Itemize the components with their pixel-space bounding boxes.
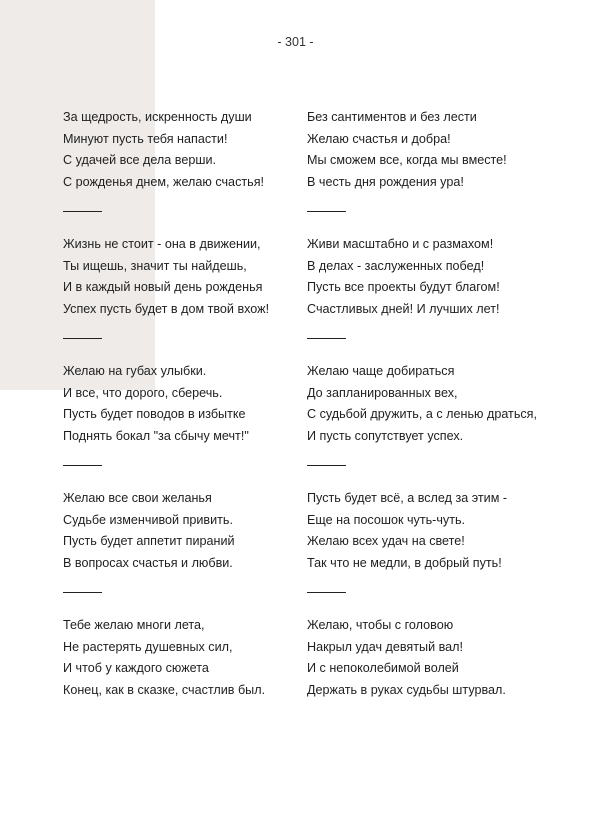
poem-line: И с непоколебимой волей [307,661,459,676]
stanza [307,488,557,615]
poem-line: Успех пусть будет в дом твой вхож! [63,301,270,316]
stanza [63,488,313,615]
stanza [307,107,557,234]
poem-line: И все, что дорого, сберечь. [63,385,223,400]
poem-line: В вопросах счастья и любви. [63,555,233,570]
stanza-separator [63,338,102,339]
poem-line: Еще на посошок чуть-чуть. [307,512,466,527]
poem-line: Так что не медли, в добрый путь! [307,555,502,570]
poem-line: В делах - заслуженных побед! [307,258,485,273]
poem-line: Жизнь не стоит - она в движении, [63,237,261,251]
stanza [63,107,313,234]
poem-line: Не растерять душевных сил, [63,639,233,654]
poem-line: Накрыл удач девятый вал! [307,639,464,654]
stanza [307,361,557,488]
page-number: - 301 - [277,35,314,49]
poem-line: Пусть будет аппетит пираний [63,534,235,549]
poem-line: В честь дня рождения ура! [307,174,464,189]
stanza-separator [307,338,346,339]
stanza [63,615,313,742]
poem-line: До запланированных вех, [307,385,458,400]
stanza [307,234,557,361]
stanza-separator [63,465,102,466]
poem-line: Живи масштабно и с размахом! [307,237,494,251]
poem-line: И в каждый новый день рожденья [63,280,263,295]
poem-line: За щедрость, искренность души [63,110,252,124]
left-column [63,107,313,742]
poem-line: И пусть сопутствует успех. [307,428,464,443]
stanza-separator [63,211,102,212]
poem-line: Держать в руках судьбы штурвал. [307,682,506,697]
poem-line: Без сантиментов и без лести [307,110,477,124]
stanza [63,234,313,361]
stanza-separator [307,592,346,593]
poem-line: С судьбой дружить, а с ленью драться, [307,407,538,422]
poem-line: Пусть будет всё, а вслед за этим - [307,491,508,505]
stanza [307,615,557,742]
poem-line: Минуют пусть тебя напасти! [63,131,228,146]
poem-line: Пусть будет поводов в избытке [63,407,246,422]
poem-line: Тебе желаю многи лета, [63,618,205,632]
poem-line: Мы сможем все, когда мы вместе! [307,153,507,168]
poem-line: Поднять бокал "за сбычу мечт!" [63,428,249,443]
poem-line: Пусть все проекты будут благом! [307,280,500,295]
poem-line: Желаю все свои желанья [63,491,212,505]
poem-line: Ты ищешь, значит ты найдешь, [63,258,247,273]
poem-line: С удачей все дела верши. [63,153,216,168]
poem-line: И чтоб у каждого сюжета [63,661,209,676]
poem-line: С рожденья днем, желаю счастья! [63,174,265,189]
right-column [307,107,557,742]
poem-line: Желаю на губах улыбки. [63,364,207,378]
poem-line: Желаю всех удач на свете! [307,534,465,549]
poem-line: Желаю чаще добираться [307,364,455,378]
stanza-separator [307,465,346,466]
stanza-separator [63,592,102,593]
poem-line: Желаю, чтобы с головою [307,618,454,632]
poem-line: Судьбе изменчивой привить. [63,512,233,527]
poem-line: Счастливых дней! И лучших лет! [307,301,500,316]
poem-line: Конец, как в сказке, счастлив был. [63,682,266,697]
poem-line: Желаю счастья и добра! [307,131,451,146]
stanza-separator [307,211,346,212]
stanza [63,361,313,488]
